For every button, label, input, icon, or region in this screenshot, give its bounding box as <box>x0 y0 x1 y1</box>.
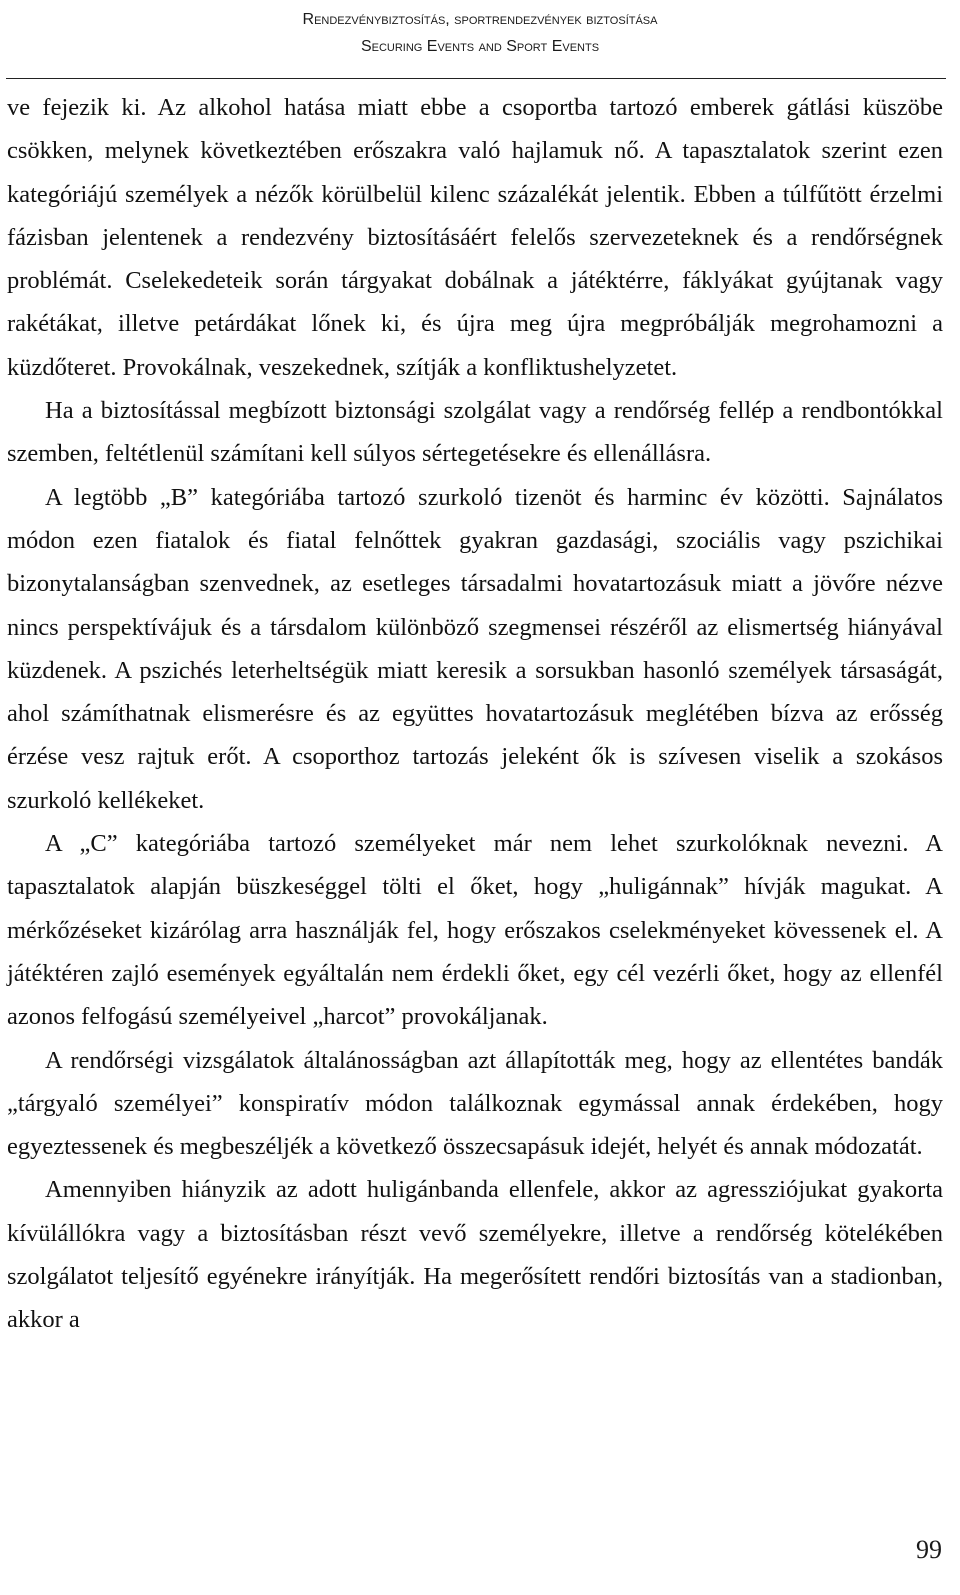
running-header <box>0 6 960 60</box>
body-text <box>7 86 943 1342</box>
header-title-english: Securing Events and Sport Events <box>360 38 600 55</box>
paragraph: Amennyiben hiányzik az adott huligánbanda ellenfele, akkor az agressziójukat gyakorta kívülállókra vagy a biztosításban részt vevő személyekre, illetve a rendőrség kötelékében szolgálatot teljesítő egyénekre irányítják. Ha megerősített rendőri biztosítás van a stadionban, akkor a <box>7 1176 943 1334</box>
page-number: 99 <box>916 1535 942 1564</box>
paragraph: A „C” kategóriába tartozó személyeket már nem lehet szurkolóknak nevezni. A tapasztalatok alapján büszkeséggel tölti el őket, hogy „huligánnak” hívják magukat. A mérkőzéseket kizárólag arra használják fel, hogy erőszakos cselekményeket kövessenek el. A játéktéren zajló események egyáltalán nem érdekli őket, egy cél vezérli őket, hogy az ellenfél azonos felfogású személyeivel „harcot” provokáljanak. <box>7 830 943 1031</box>
paragraph: Ha a biztosítással megbízott biztonsági szolgálat vagy a rendőrség fellép a rendbontókkal szemben, feltétlenül számítani kell súlyos sértegetésekre és ellenállásra. <box>7 397 943 468</box>
header-divider <box>6 78 946 79</box>
paragraph: A legtöbb „B” kategóriába tartozó szurkoló tizenöt és harminc év közötti. Sajnálatos módon ezen fiatalok és fiatal felnőttek gyakran gazdasági, szociális vagy pszichikai bizonytalanságban szenvednek, az esetleges társadalmi hovatartozásuk miatt a jövőre nézve nincs perspektívájuk és a társdalom különböző szegmensei részéről az elismertség hiányával küzdenek. A pszichés leterheltségük miatt keresik a sorsukban hasonló személyek társaságát, ahol számíthatnak elismerésre és az együttes hovatartozásuk meglétében bízva az erősség érzése vesz rajtuk erőt. A csoporthoz tartozás jeleként ők is szívesen viselik a szokásos szurkoló kellékeket. <box>7 483 943 814</box>
paragraph-continuation: ve fejezik ki. Az alkohol hatása miatt ebbe a csoportba tartozó emberek gátlási küszöbe csökken, melynek következtében erőszakra való hajlamuk nő. A tapasztalatok szerint ezen kategóriájú személyek a nézők körülbelül kilenc százalékát jelentik. Ebben a túlfűtött érzelmi fázisban jelentenek a rendezvény biztosításáért felelős szervezeteknek és a rendőrségnek problémát. Cselekedeteik során tárgyakat dobálnak a játéktérre, fáklyákat gyújtanak vagy rakétákat, illetve petárdákat lőnek ki, és újra meg újra megpróbálják megrohamozni a küzdőteret. Provokálnak, veszekednek, szítják a konfliktushelyzetet. <box>7 94 943 381</box>
paragraph: A rendőrségi vizsgálatok általánosságban azt állapították meg, hogy az ellentétes bandák „tárgyaló személyei” konspiratív módon találkoznak egymással annak érdekében, hogy egyeztessenek és megbeszéljék a következő összecsapásuk idejét, helyét és annak módozatát. <box>7 1046 943 1161</box>
header-title-hungarian: Rendezvénybiztosítás, sportrendezvények biztosítása <box>302 11 658 28</box>
